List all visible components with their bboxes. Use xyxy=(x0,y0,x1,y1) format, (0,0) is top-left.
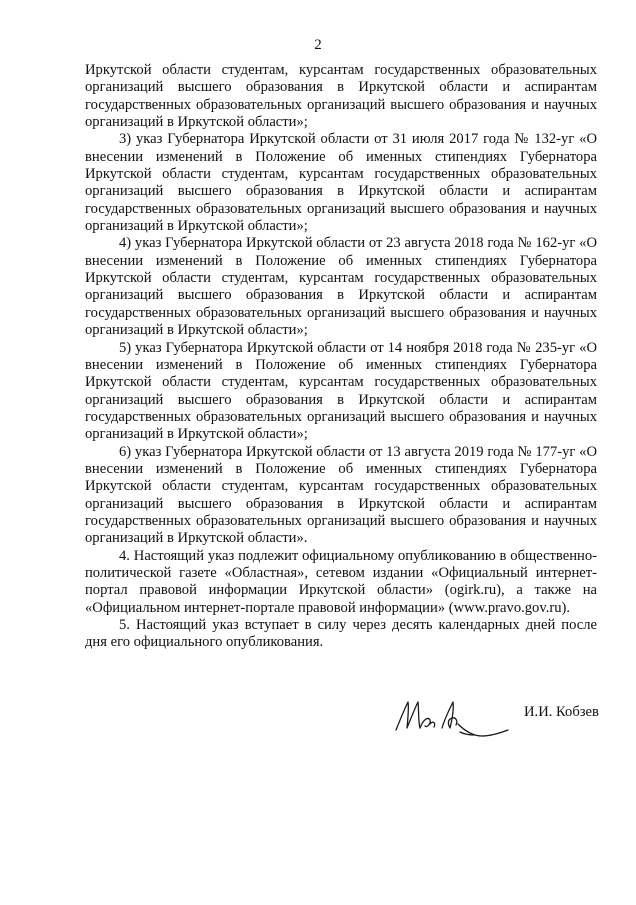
signer-name: И.И. Кобзев xyxy=(524,704,599,720)
paragraph-item-5: 5) указ Губернатора Иркутской области от 14 ноября 2018 года № 235-уг «О внесении изменений в Положение об именных стипендиях Губернатора Иркутской области студентам, курсантам государственных образовательных организаций высшего образования в Иркутской области и аспирантам государственных образовательных организаций высшего образования и научных организаций в Иркутской области»; xyxy=(85,339,597,443)
paragraph-clause-4: 4. Настоящий указ подлежит официальному опубликованию в общественно-политической газете «Областная», сетевом издании «Официальный интернет-портал правовой информации Иркутской области» (ogirk.ru), а также на «Официальном интернет-портале правовой информации» (www.pravo.gov.ru). xyxy=(85,547,597,616)
signature-block xyxy=(390,690,610,760)
paragraph-item-4: 4) указ Губернатора Иркутской области от 23 августа 2018 года № 162-уг «О внесении изменений в Положение об именных стипендиях Губернатора Иркутской области студентам, курсантам государственных образовательных организаций высшего образования в Иркутской области и аспирантам государственных образовательных организаций высшего образования и научных организаций в Иркутской области»; xyxy=(85,235,597,339)
paragraph-continuation: Иркутской области студентам, курсантам государственных образовательных организаций высшего образования в Иркутской области и аспирантам государственных образовательных организаций высшего образования и научных организаций в Иркутской области»; xyxy=(85,62,597,131)
paragraph-clause-5: 5. Настоящий указ вступает в силу через десять календарных дней после дня его официального опубликования. xyxy=(85,617,597,651)
handwritten-signature xyxy=(390,690,510,750)
paragraph-item-6: 6) указ Губернатора Иркутской области от 13 августа 2019 года № 177-уг «О внесении изменений в Положение об именных стипендиях Губернатора Иркутской области студентам, курсантам государственных образовательных организаций высшего образования в Иркутской области и аспирантам государственных образовательных организаций высшего образования и научных организаций в Иркутской области». xyxy=(85,443,597,547)
document-body xyxy=(85,62,597,652)
page-number: 2 xyxy=(314,37,322,53)
paragraph-item-3: 3) указ Губернатора Иркутской области от 31 июля 2017 года № 132-уг «О внесении изменений в Положение об именных стипендиях Губернатора Иркутской области студентам, курсантам государственных образовательных организаций высшего образования в Иркутской области и аспирантам государственных образовательных организаций высшего образования и научных организаций в Иркутской области»; xyxy=(85,131,597,235)
